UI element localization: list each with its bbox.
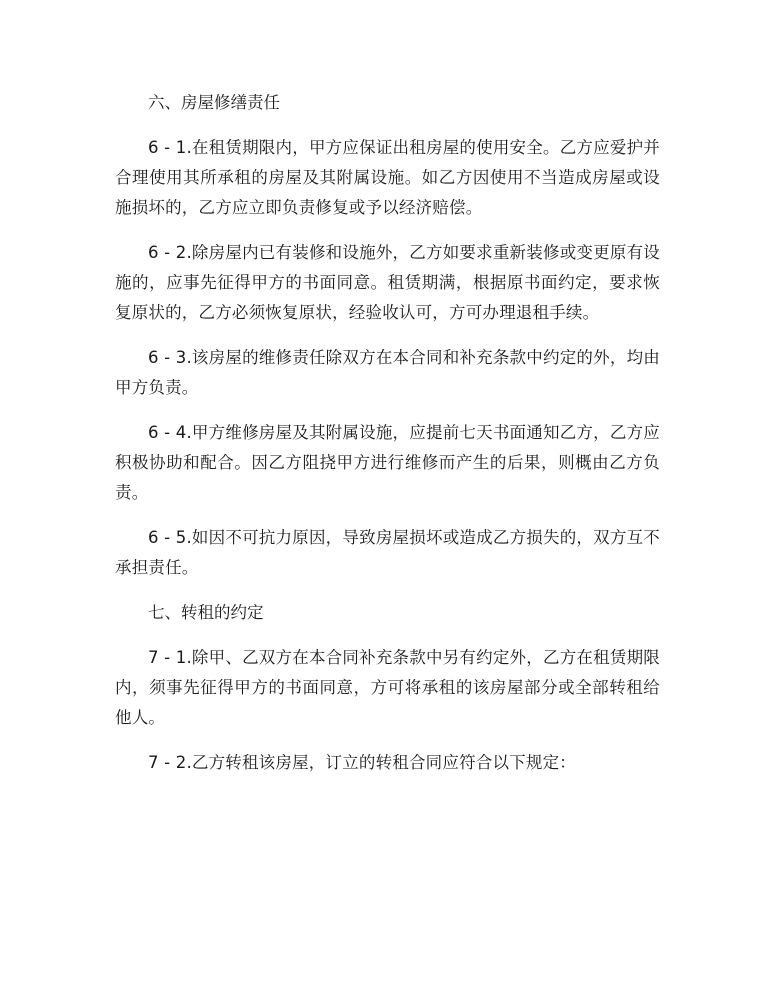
section-6-heading: 六、房屋修缮责任	[148, 93, 280, 112]
clause-6-3: 6 - 3.该房屋的维修责任除双方在本合同和补充条款中约定的外，均由甲方负责。	[115, 348, 660, 397]
clause-6-2: 6 - 2.除房屋内已有装修和设施外，乙方如要求重新装修或变更原有设施的，应事先征得甲方的书面同意。租赁期满，根据原书面约定，要求恢复原状的，乙方必须恢复原状，经验收认可，方可办理退租手续。	[115, 243, 660, 322]
clause-7-1: 7 - 1.除甲、乙双方在本合同补充条款中另有约定外，乙方在租赁期限内，须事先征得甲方的书面同意，方可将承租的该房屋部分或全部转租给他人。	[115, 648, 660, 727]
clause-7-2: 7 - 2.乙方转租该房屋，订立的转租合同应符合以下规定：	[148, 753, 576, 772]
clause-6-1: 6 - 1.在租赁期限内，甲方应保证出租房屋的使用安全。乙方应爱护并合理使用其所承租的房屋及其附属设施。如乙方因使用不当造成房屋或设施损坏的，乙方应立即负责修复或予以经济赔偿。	[115, 138, 660, 217]
clause-6-4: 6 - 4.甲方维修房屋及其附属设施，应提前七天书面通知乙方，乙方应积极协助和配合。因乙方阻挠甲方进行维修而产生的后果，则概由乙方负责。	[115, 423, 660, 502]
section-7-heading: 七、转租的约定	[148, 603, 264, 622]
clause-6-5: 6 - 5.如因不可抗力原因，导致房屋损坏或造成乙方损失的，双方互不承担责任。	[115, 528, 660, 577]
document-body	[115, 88, 660, 793]
